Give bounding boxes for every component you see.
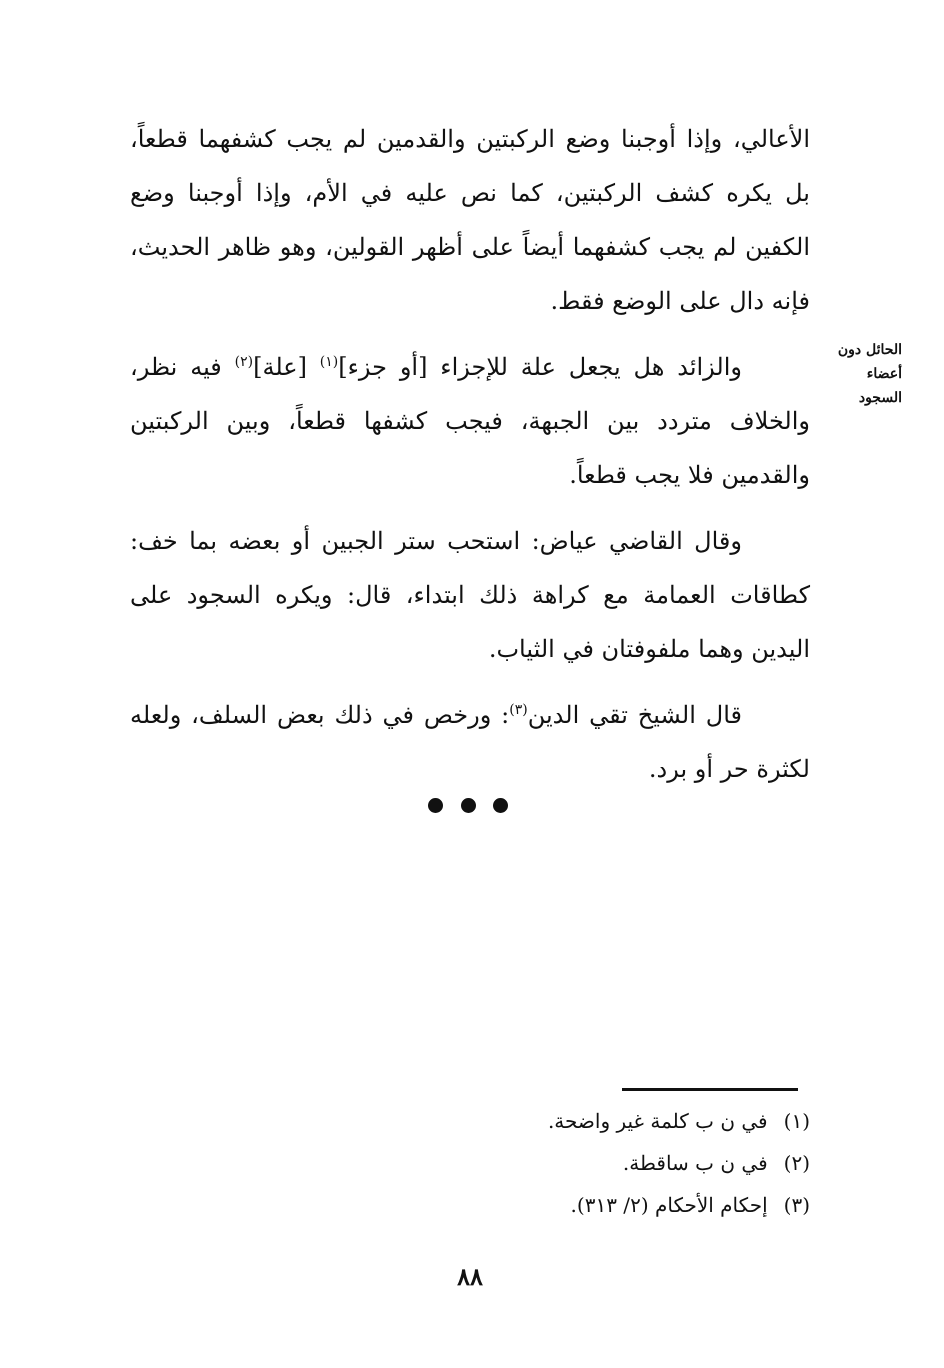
footnote-number: (٣)	[783, 1193, 810, 1217]
section-separator	[428, 795, 508, 815]
main-text	[130, 112, 810, 808]
footnote-divider	[622, 1088, 798, 1091]
margin-note-line-1: الحائل دون	[837, 342, 902, 358]
paragraph-4	[130, 688, 810, 796]
footnote-1	[380, 1100, 810, 1142]
footnote-2	[380, 1142, 810, 1184]
margin-note-line-2: أعضاء	[866, 366, 902, 382]
paragraph-3: وقال القاضي عياض: استحب ستر الجبين أو بعضه بما خف: كطاقات العمامة مع كراهة ذلك ابتداء، قال: ويكره السجود على اليدين وهما ملفوفتان في الثياب.	[130, 527, 810, 663]
paragraph-2-part-2: [علة]	[253, 353, 320, 381]
footnotes	[380, 1100, 810, 1226]
footnote-ref-1: (١)	[319, 354, 339, 370]
margin-note-line-3: السجود	[858, 390, 902, 406]
separator-dot	[428, 798, 443, 813]
margin-note	[812, 338, 902, 410]
footnote-number: (٢)	[783, 1151, 810, 1175]
paragraph-2	[130, 340, 810, 502]
footnote-text: في ن ب ساقطة.	[622, 1151, 768, 1175]
footnote-text: في ن ب كلمة غير واضحة.	[547, 1109, 768, 1133]
footnote-ref-2: (٢)	[234, 354, 254, 370]
paragraph-4-part-2: : ورخص في ذلك بعض السلف، ولعله لكثرة حر أو برد.	[130, 701, 810, 783]
footnote-ref-3: (٣)	[509, 702, 528, 718]
paragraph-1: الأعالي، وإذا أوجبنا وضع الركبتين والقدمين لم يجب كشفهما قطعاً، بل يكره كشف الركبتين، كما نص عليه في الأم، وإذا أوجبنا وضع الكفين لم يجب كشفهما أيضاً على أظهر القولين، وهو ظاهر الحديث، فإنه دال على الوضع فقط.	[130, 125, 810, 315]
footnote-3	[380, 1184, 810, 1226]
separator-dot	[461, 798, 476, 813]
paragraph-2-part-3: فيه نظر، والخلاف متردد بين الجبهة، فيجب كشفها قطعاً، وبين الركبتين والقدمين فلا يجب قطعاً.	[130, 353, 810, 489]
footnote-text: إحكام الأحكام (٢/ ٣١٣).	[570, 1193, 768, 1217]
paragraph-2-part-1: والزائد هل يجعل علة للإجزاء [أو جزء]	[338, 353, 742, 381]
separator-dot	[493, 798, 508, 813]
footnote-number: (١)	[783, 1109, 810, 1133]
page-number: ٨٨	[457, 1262, 483, 1291]
paragraph-4-part-1: قال الشيخ تقي الدين	[527, 701, 742, 729]
